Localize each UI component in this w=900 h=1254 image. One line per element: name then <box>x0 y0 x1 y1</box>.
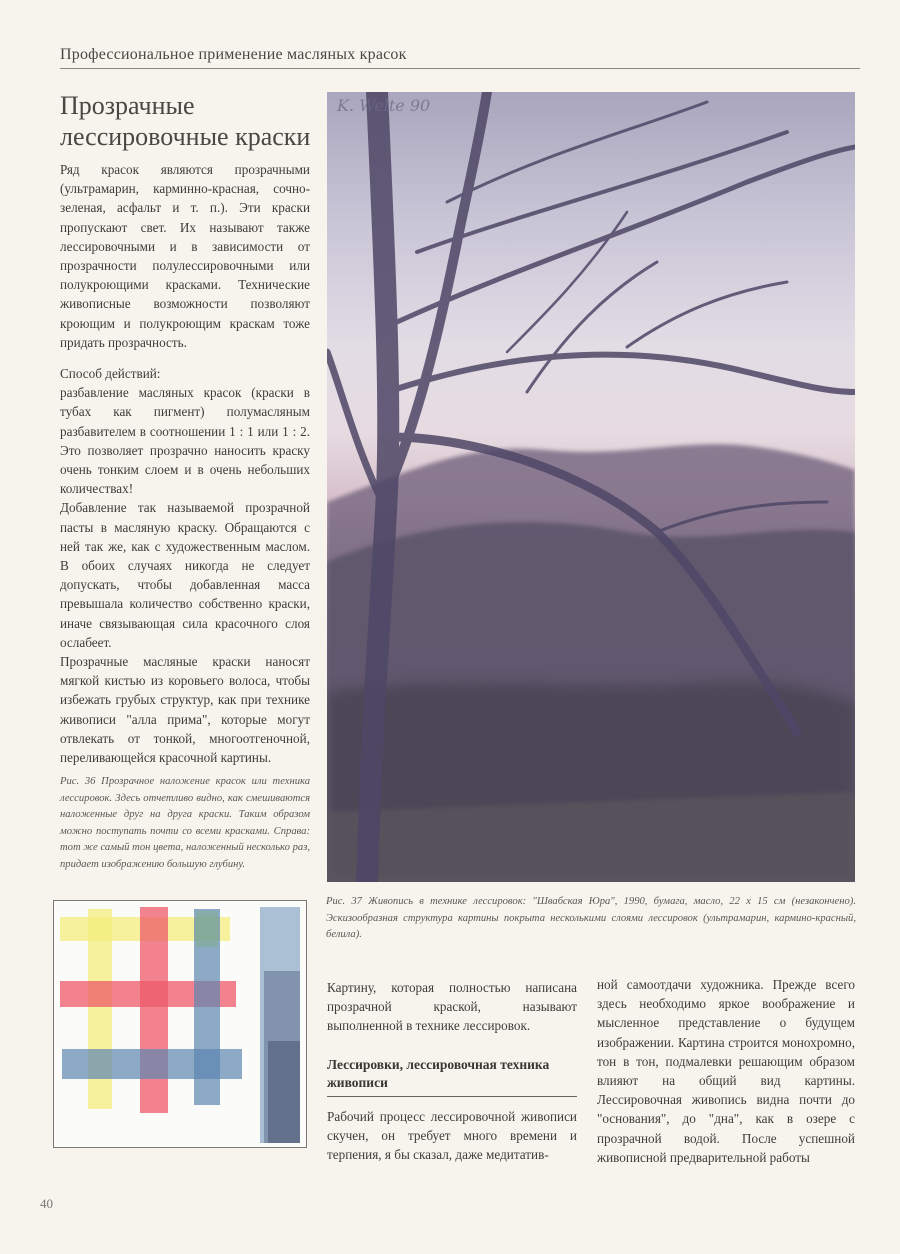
glaze-overlap-stripes <box>54 901 306 1147</box>
paragraph-dilution: разбавление масляных красок (краски в тубах как пигмент) полумасляным разбавителем в соотношении 1 : 1 или 1 : 2. Это позволяет прозрачно наносить краску очень тонким слоем и в очень небольших количествах! <box>60 385 310 497</box>
painting-landscape-art <box>327 92 855 882</box>
subheading-divider <box>327 1096 577 1097</box>
bottom-left-column <box>327 978 577 1164</box>
paragraph-glaze-definition: Картину, которая полностью написана прозрачной краской, называют выполненной в технике лессировок. <box>327 980 577 1034</box>
header-divider <box>60 68 860 69</box>
running-header: Профессиональное применение масляных красок <box>60 46 407 63</box>
green-overlap-patch <box>196 911 218 947</box>
section-title-line2: лессировочные краски <box>60 122 311 151</box>
page-number: 40 <box>40 1196 53 1211</box>
subheading-glazing-technique: Лессировки, лессировочная техника живописи <box>327 1056 550 1090</box>
method-label: Способ действий: <box>60 366 161 382</box>
left-column <box>60 160 310 767</box>
paragraph-paste: Добавление так называемой прозрачной пасты в масляную краску. Обращаются с ней так же, как с художественным маслом. В обоих случаях никогда не следует допускать, чтобы добавленная масса превышала количество собственно краски, иначе связывающая сила красочного слоя ослабеет. <box>60 500 310 650</box>
bottom-right-column <box>597 975 855 1167</box>
figure-37-painting <box>327 92 855 882</box>
paragraph-intro: Ряд красок являются прозрачными (ультрамарин, карминно-красная, сочно-зеленая, асфальт и т. п.). Эти краски пропускают свет. Их называют также лессировочными и в зависимости от прозрачности полулессировочными или полукроющими красками. Технические живописные возможности позволяют кроющим и полукроющим краскам тоже придать прозрачность. <box>60 162 310 350</box>
figure-36-caption: Рис. 36 Прозрачное наложение красок или техника лессировок. Здесь отчетливо видно, как смешиваются наложенные друг на друга краски. Таким образом можно поступать почти со всеми красками. Справа: тот же самый тон цвета, наложенный несколько раз, придает изображению большую глубину. <box>60 776 310 870</box>
blue-horizontal-stripe <box>62 1049 242 1079</box>
section-title <box>60 90 320 152</box>
red-vertical-stripe <box>140 907 168 1113</box>
paragraph-glaze-continuation: ной самоотдачи художника. Прежде всего здесь необходимо яркое воображение и мысленное представление о будущем изображении. Картина строится монохромно, тон в тон, подмалевки решающим образом влияют на общий вид картины. Лессировочная живопись видна почти до "основания", до "дна", как в озере с прозрачной водой. После успешной живописной предварительной работы <box>597 977 855 1165</box>
paragraph-brush: Прозрачные масляные краски наносят мягкой кистью из коровьего волоса, чтобы избежать грубых структур, как при технике живописи "алла прима", которые могут отвлекать от тонкой, многоотгеночной, переливающейся красочной картины. <box>60 654 310 766</box>
figure-36-color-swatch <box>53 900 307 1148</box>
painting-signature: K. Welte 90 <box>337 96 431 115</box>
paragraph-glaze-process: Рабочий процесс лессировочной живописи скучен, он требует много времени и терпения, я бы сказал, даже медитатив- <box>327 1108 577 1163</box>
figure-37-caption: Рис. 37 Живопись в технике лессировок: "Швабская Юра", 1990, бумага, масло, 22 x 15 см (незакончено). Эскизообразная структура картины покрыта несколькими слоями лессировок (ультрамарин, кармино-красный, белила). <box>326 896 856 940</box>
section-title-line1: Прозрачные <box>60 91 195 120</box>
blue-layer-3 <box>268 1041 300 1143</box>
